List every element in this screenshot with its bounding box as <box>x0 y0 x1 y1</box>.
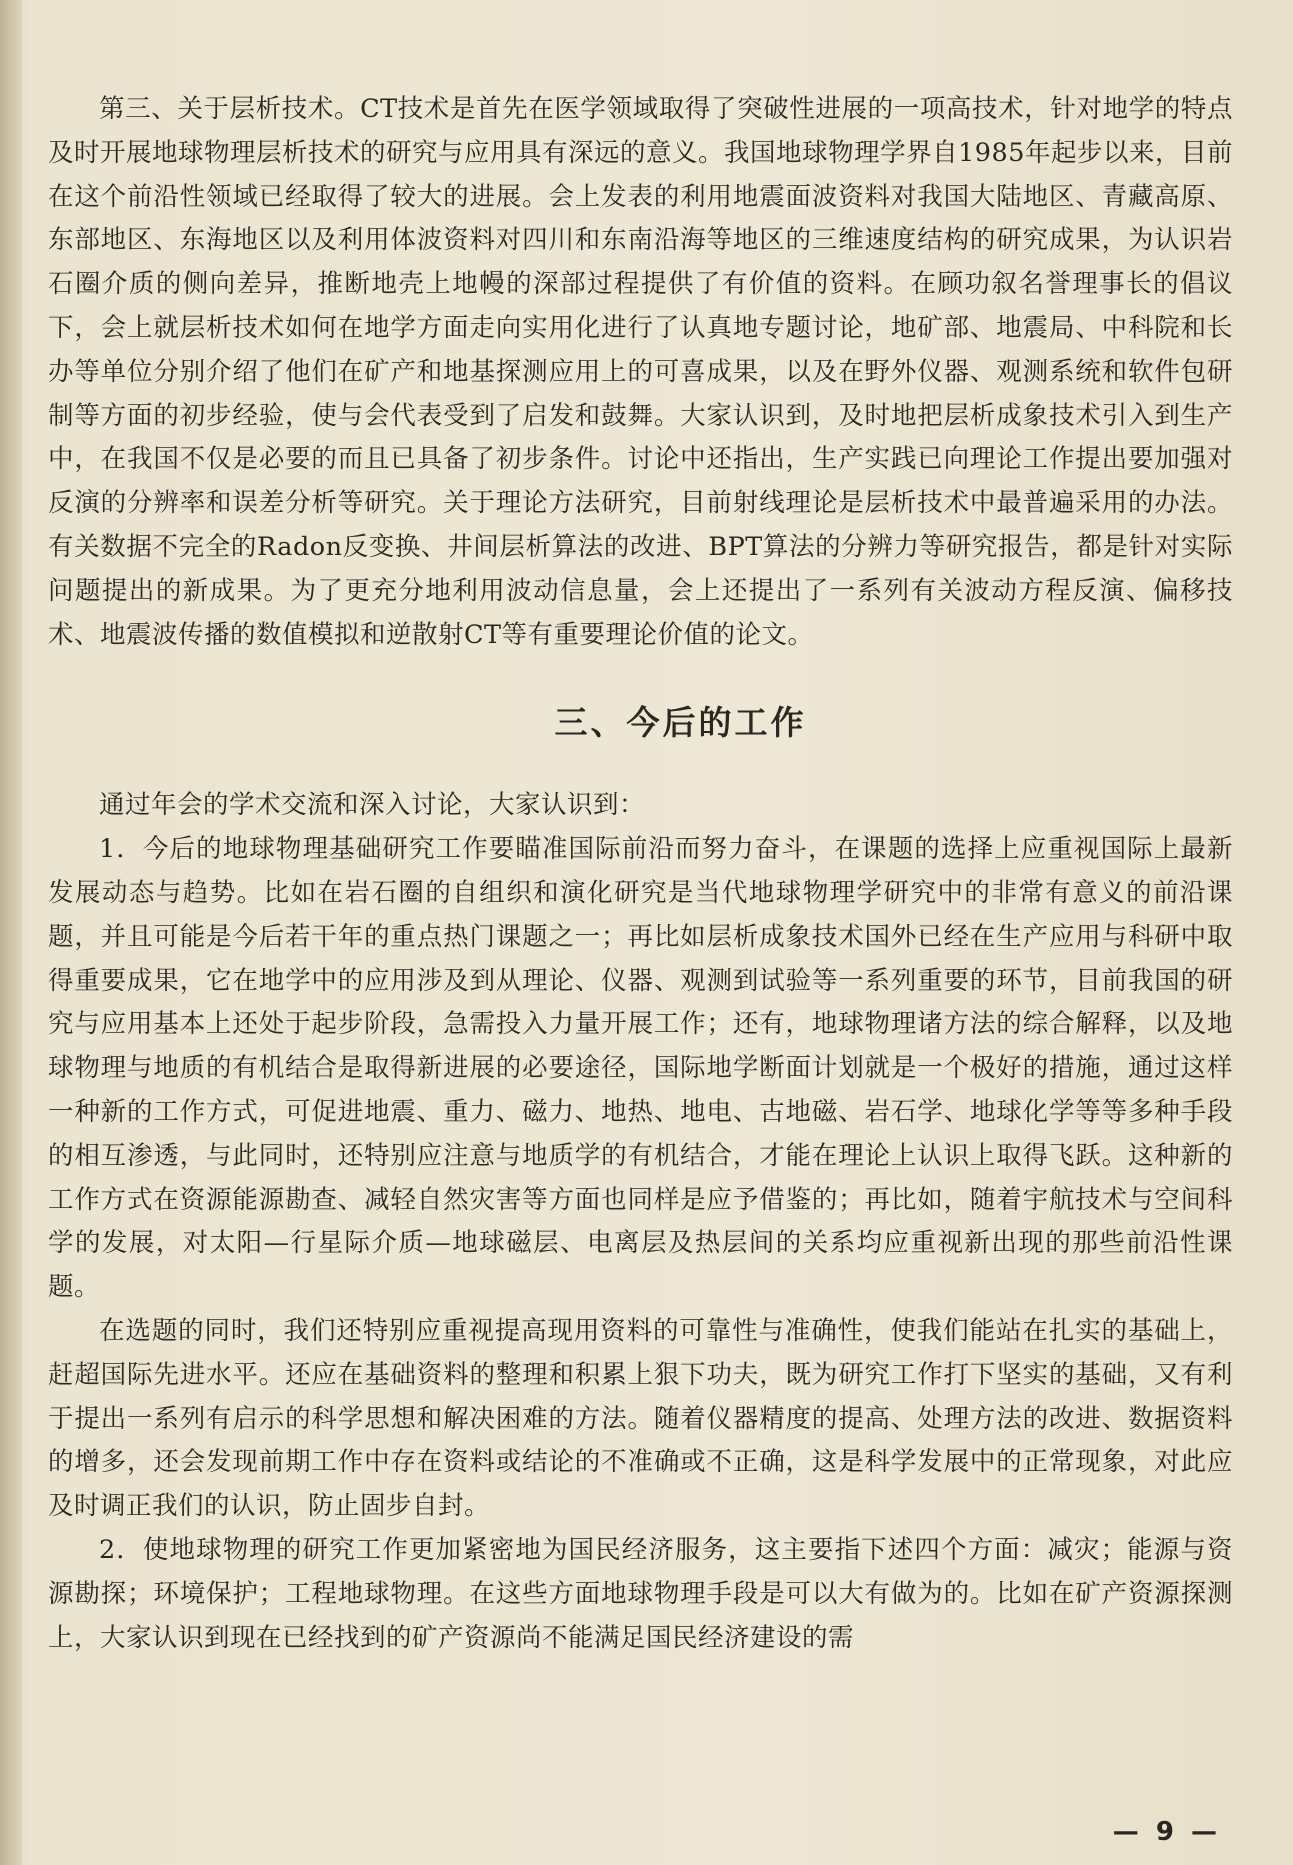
paragraph-intro: 通过年会的学术交流和深入讨论，大家认识到： <box>99 790 646 821</box>
page-number: — 9 — <box>1112 1817 1221 1847</box>
page-spine-shadow <box>0 0 22 1865</box>
paragraph-point-2: 2．使地球物理的研究工作更加紧密地为国民经济服务，这主要指下述四个方面：减灾；能源与资源勘探；环境保护；工程地球物理。在这些方面地球物理手段是可以大有做为的。比如在矿产资源探测上，大家认识到现在已经找到的矿产资源尚不能满足国民经济建设的需 <box>48 1534 1233 1653</box>
paragraph-data-reliability: 在选题的同时，我们还特别应重视提高现用资料的可靠性与准确性，使我们能站在扎实的基础上，赶超国际先进水平。还应在基础资料的整理和积累上狠下功夫，既为研究工作打下坚实的基础，又有利于提出一系列有启示的科学思想和解决困难的方法。随着仪器精度的提高、处理方法的改进、数据资料的增多，还会发现前期工作中存在资料或结论的不准确或不正确，这是科学发展中的正常现象，对此应及时调正我们的认识，防止固步自封。 <box>48 1315 1233 1522</box>
section-heading: 三、今后的工作 <box>554 703 807 743</box>
paragraph-point-1: 1．今后的地球物理基础研究工作要瞄准国际前沿而努力奋斗，在课题的选择上应重视国际上最新发展动态与趋势。比如在岩石圈的自组织和演化研究是当代地球物理学研究中的非常有意义的前沿课题，并且可能是今后若干年的重点热门课题之一；再比如层析成象技术国外已经在生产应用与科研中取得重要成果，它在地学中的应用涉及到从理论、仪器、观测到试验等一系列重要的环节，目前我国的研究与应用基本上还处于起步阶段，急需投入力量开展工作；还有，地球物理诸方法的综合解释，以及地球物理与地质的有机结合是取得新进展的必要途径，国际地学断面计划就是一个极好的措施，通过这样一种新的工作方式，可促进地震、重力、磁力、地热、地电、古地磁、岩石学、地球化学等等多种手段的相互渗透，与此同时，还特别应注意与地质学的有机结合，才能在理论上认识上取得飞跃。这种新的工作方式在资源能源勘查、减轻自然灾害等方面也同样是应予借鉴的；再比如，随着宇航技术与空间科学的发展，对太阳—行星际介质—地球磁层、电离层及热层间的关系均应重视新出现的那些前沿性课题。 <box>48 834 1233 1303</box>
paragraph-tomography: 第三、关于层析技术。CT技术是首先在医学领域取得了突破性进展的一项高技术，针对地学的特点及时开展地球物理层析技术的研究与应用具有深远的意义。我国地球物理学界自1985年起步以来，目前在这个前沿性领域已经取得了较大的进展。会上发表的利用地震面波资料对我国大陆地区、青藏高原、东部地区、东海地区以及利用体波资料对四川和东南沿海等地区的三维速度结构的研究成果，为认识岩石圈介质的侧向差异，推断地壳上地幔的深部过程提供了有价值的资料。在顾功叙名誉理事长的倡议下，会上就层析技术如何在地学方面走向实用化进行了认真地专题讨论，地矿部、地震局、中科院和长办等单位分别介绍了他们在矿产和地基探测应用上的可喜成果，以及在野外仪器、观测系统和软件包研制等方面的初步经验，使与会代表受到了启发和鼓舞。大家认识到，及时地把层析成象技术引入到生产中，在我国不仅是必要的而且已具备了初步条件。讨论中还指出，生产实践已向理论工作提出要加强对反演的分辨率和误差分析等研究。关于理论方法研究，目前射线理论是层析技术中最普遍采用的办法。有关数据不完全的Radon反变换、井间层析算法的改进、BPT算法的分辨力等研究报告，都是针对实际问题提出的新成果。为了更充分地利用波动信息量，会上还提出了一系列有关波动方程反演、偏移技术、地震波传播的数值模拟和逆散射CT等有重要理论价值的论文。 <box>48 94 1233 650</box>
